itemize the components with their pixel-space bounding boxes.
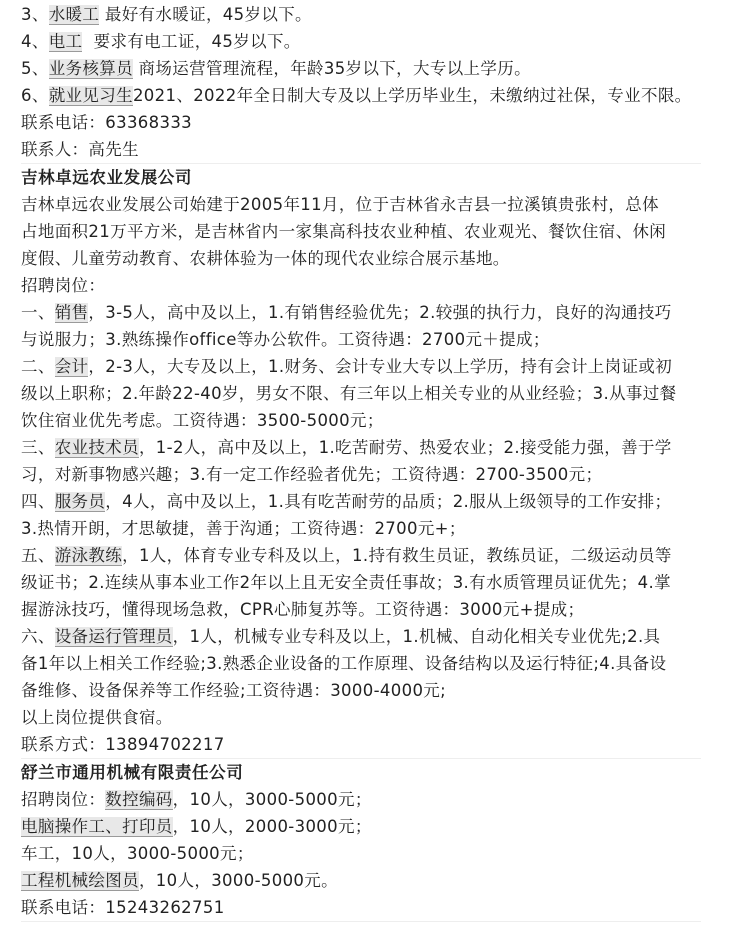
job-entry: 四、服务员，4人，高中及以上，1.具有吃苦耐劳的品质；2.服从上级领导的工作安排； — [21, 492, 672, 511]
job-link-trainee[interactable]: 就业见习生 — [48, 86, 133, 105]
company-intro-line: 占地面积21万平方米，是吉林省内一家集高科技农业种植、农业观光、餐饮住宿、休闲 — [21, 222, 667, 241]
job-link-computer-operator[interactable]: 电脑操作工、打印员 — [21, 817, 173, 836]
job-entry-cont: 3.热情开朗，才思敏捷，善于沟通；工资待遇：2700元+； — [21, 519, 466, 538]
list-item: 4、电工 要求有电工证，45岁以下。 — [21, 32, 301, 51]
contact-phone: 联系电话：15243262751 — [21, 898, 225, 917]
company-title: 舒兰市通用机械有限责任公司 — [21, 763, 244, 782]
job-link-sales[interactable]: 销售 — [54, 303, 89, 322]
job-link-equipment-manager[interactable]: 设备运行管理员 — [54, 627, 173, 646]
job-link-draftsman[interactable]: 工程机械绘图员 — [21, 871, 139, 890]
company-title: 吉林卓远农业发展公司 — [21, 168, 192, 187]
job-entry: 六、设备运行管理员，1人，机械专业专科及以上，1.机械、自动化相关专业优先;2.具 — [21, 627, 661, 646]
contact-phone: 联系方式：13894702217 — [21, 735, 225, 754]
job-link-waiter[interactable]: 服务员 — [54, 492, 106, 511]
contact-phone: 联系电话：63368333 — [21, 113, 193, 132]
job-entry: 工程机械绘图员，10人，3000-5000元。 — [21, 871, 338, 890]
job-entry: 招聘岗位：数控编码，10人，3000-5000元； — [21, 790, 372, 809]
job-entry-cont: 备维修、设备保养等工作经验;工资待遇：3000-4000元; — [21, 681, 447, 700]
company-intro-line: 度假、儿童劳动教育、农耕体验为一体的现代农业综合展示基地。 — [21, 249, 510, 268]
job-entry-cont: 与说服力；3.熟练操作office等办公软件。工资待遇：2700元＋提成； — [21, 330, 550, 349]
company-intro-line: 吉林卓远农业发展公司始建于2005年11月，位于吉林省永吉县一拉溪镇贵张村，总体 — [21, 195, 659, 214]
list-item: 5、业务核算员 商场运营管理流程，年龄35岁以下，大专以上学历。 — [21, 59, 531, 78]
job-entry-cont: 级以上职称；2.年龄22-40岁，男女不限、有三年以上相关专业的从业经验；3.从事过餐 — [21, 384, 677, 403]
job-entry: 三、农业技术员，1-2人，高中及以上，1.吃苦耐劳、热爱农业；2.接受能力强，善于学 — [21, 438, 672, 457]
job-link-plumber[interactable]: 水暖工 — [48, 5, 100, 24]
job-entry-cont: 习，对新事物感兴趣；3.有一定工作经验者优先；工资待遇：2700-3500元； — [21, 465, 603, 484]
job-link-swim-coach[interactable]: 游泳教练 — [54, 546, 123, 565]
list-item: 3、水暖工 最好有水暖证，45岁以下。 — [21, 5, 312, 24]
job-entry-cont: 级证书；2.连续从事本业工作2年以上且无安全责任事故；3.有水质管理员证优先；4.掌 — [21, 573, 671, 592]
note: 以上岗位提供食宿。 — [21, 708, 173, 727]
job-link-accountant[interactable]: 业务核算员 — [48, 59, 133, 78]
job-entry: 二、会计，2-3人，大专及以上，1.财务、会计专业大专以上学历，持有会计上岗证或初 — [21, 357, 673, 376]
job-entry: 电脑操作工、打印员，10人，2000-3000元； — [21, 817, 372, 836]
job-link-accounting[interactable]: 会计 — [54, 357, 89, 376]
job-entry-cont: 备1年以上相关工作经验;3.熟悉企业设备的工作原理、设备结构以及运行特征;4.具备设 — [21, 654, 667, 673]
job-entry-cont: 握游泳技巧，懂得现场急救，CPR心肺复苏等。工资待遇：3000元+提成； — [21, 600, 585, 619]
list-item: 6、就业见习生2021、2022年全日制大专及以上学历毕业生，未缴纳过社保，专业不限。 — [21, 86, 692, 105]
job-entry-cont: 饮住宿业优先考虑。工资待遇：3500-5000元； — [21, 411, 384, 430]
divider — [21, 921, 701, 922]
positions-label: 招聘岗位： — [21, 276, 106, 295]
job-link-electrician[interactable]: 电工 — [48, 32, 83, 51]
job-link-agri-tech[interactable]: 农业技术员 — [54, 438, 139, 457]
job-entry: 五、游泳教练，1人，体育专业专科及以上，1.持有救生员证，教练员证，二级运动员等 — [21, 546, 672, 565]
job-link-cnc[interactable]: 数控编码 — [105, 790, 173, 809]
contact-person: 联系人：高先生 — [21, 140, 139, 159]
job-entry: 一、销售，3-5人，高中及以上，1.有销售经验优先；2.较强的执行力，良好的沟通技巧 — [21, 303, 672, 322]
job-entry: 车工，10人，3000-5000元； — [21, 844, 254, 863]
